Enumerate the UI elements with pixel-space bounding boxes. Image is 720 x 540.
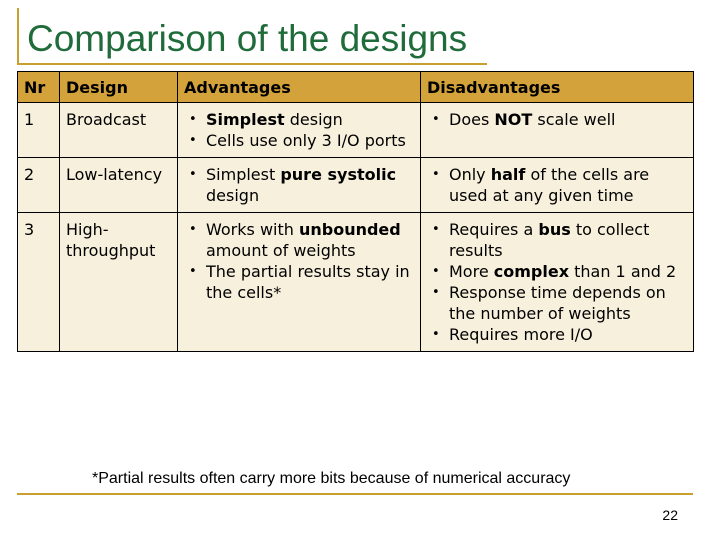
text-run: of the cells are used at any given time <box>449 165 650 205</box>
bullet-item <box>427 164 689 206</box>
header-disadvantages: Disadvantages <box>421 72 694 103</box>
bold-text: unbounded <box>298 220 401 239</box>
text-run: Requires a <box>449 220 539 239</box>
disadvantages-list <box>427 219 689 345</box>
text-run: Cells use only 3 I/O ports <box>206 131 406 150</box>
table-row <box>18 213 694 352</box>
bold-text: complex <box>493 262 570 281</box>
text-run: The partial results stay in the cells* <box>206 262 410 302</box>
advantages-list <box>184 109 416 151</box>
text-run: Works with <box>206 220 299 239</box>
advantages-list <box>184 219 416 303</box>
bullet-item <box>184 219 416 261</box>
row-disadvantages <box>421 213 694 352</box>
bold-text: half <box>490 165 526 184</box>
row-advantages <box>178 158 421 213</box>
text-run: amount of weights <box>206 241 356 260</box>
table-header-row <box>18 72 694 103</box>
footnote: *Partial results often carry more bits because of numerical accuracy <box>92 470 571 487</box>
advantages-list <box>184 164 416 206</box>
table-row <box>18 158 694 213</box>
row-nr: 1 <box>18 103 60 158</box>
title-accent-horizontal-rule <box>17 63 487 65</box>
row-disadvantages <box>421 103 694 158</box>
text-run: Simplest <box>206 165 281 184</box>
bullet-item <box>184 261 416 303</box>
title-accent-vertical-rule <box>17 8 19 64</box>
page-number: 22 <box>662 507 678 523</box>
row-design: Low-latency <box>60 158 178 213</box>
text-run: design <box>284 110 343 129</box>
text-run: scale well <box>532 110 616 129</box>
row-design: Broadcast <box>60 103 178 158</box>
text-run: More <box>449 262 494 281</box>
bullet-item <box>184 109 416 130</box>
disadvantages-list <box>427 109 689 130</box>
text-run: Only <box>449 165 491 184</box>
text-run: than 1 and 2 <box>569 262 677 281</box>
row-design: High-throughput <box>60 213 178 352</box>
footer-rule <box>17 493 693 495</box>
row-disadvantages <box>421 158 694 213</box>
bold-text: bus <box>538 220 571 239</box>
text-run: to collect results <box>449 220 650 260</box>
row-nr: 3 <box>18 213 60 352</box>
text-run: Response time depends on the number of weights <box>449 283 666 323</box>
text-run: Does <box>449 110 495 129</box>
bullet-item <box>184 164 416 206</box>
text-run: Requires more I/O <box>449 325 593 344</box>
header-design: Design <box>60 72 178 103</box>
row-advantages <box>178 103 421 158</box>
bullet-item <box>427 109 689 130</box>
bold-text: Simplest <box>206 110 285 129</box>
comparison-table <box>17 71 694 352</box>
bullet-item <box>427 261 689 282</box>
bullet-item <box>427 219 689 261</box>
header-nr: Nr <box>18 72 60 103</box>
table-row <box>18 103 694 158</box>
header-advantages: Advantages <box>178 72 421 103</box>
bullet-item <box>427 324 689 345</box>
bold-text: pure systolic <box>280 165 397 184</box>
bold-text: NOT <box>494 110 533 129</box>
slide-title: Comparison of the designs <box>27 18 468 59</box>
bullet-item <box>184 130 416 151</box>
row-advantages <box>178 213 421 352</box>
disadvantages-list <box>427 164 689 206</box>
row-nr: 2 <box>18 158 60 213</box>
text-run: design <box>206 186 260 205</box>
bullet-item <box>427 282 689 324</box>
